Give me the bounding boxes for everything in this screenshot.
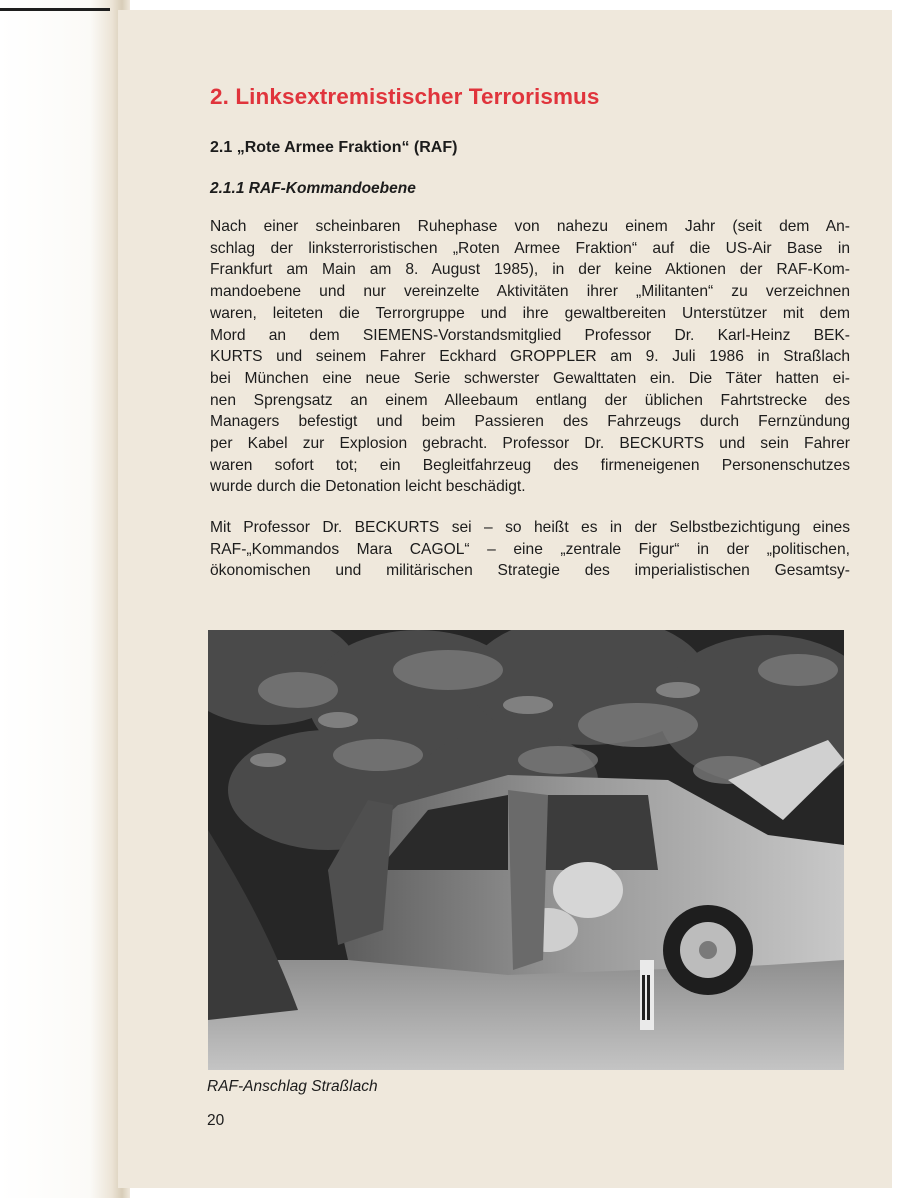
text-line: KURTS und seinem Fahrer Eckhard GROPPLER am 9. Juli 1986 in Straßlach (210, 348, 850, 366)
wrecked-car-photo (208, 630, 844, 1070)
section-title: 2.1 „Rote Armee Fraktion“ (RAF) (210, 139, 458, 156)
body-paragraph-2 (210, 517, 850, 582)
text-line: waren, leiteten die Terrorgruppe und ihre gewaltbereiten Unterstützer mit dem (210, 304, 850, 322)
scan-edge-line (0, 8, 110, 11)
text-line: Frankfurt am Main am 8. August 1985), in der keine Aktionen der RAF-Kom- (210, 261, 850, 279)
text-line: bei München eine neue Serie schwerster Gewalttaten ein. Die Täter hatten ei- (210, 369, 850, 387)
text-line: Managers befestigt und beim Passieren des Fahrzeugs durch Fernzündung (210, 413, 850, 431)
chapter-title: 2. Linksextremistischer Terrorismus (210, 84, 600, 109)
book-gutter (0, 0, 130, 1198)
text-line: schlag der linksterroristischen „Roten Armee Fraktion“ auf die US-Air Base in (210, 239, 850, 257)
body-paragraph-1 (210, 216, 850, 498)
text-line: ökonomischen und militärischen Strategie des imperialistischen Gesamtsy- (210, 562, 850, 580)
text-line: RAF-„Kommandos Mara CAGOL“ – eine „zentrale Figur“ in der „politischen, (210, 540, 850, 558)
text-line: per Kabel zur Explosion gebracht. Professor Dr. BECKURTS und sein Fahrer (210, 435, 850, 453)
text-line: mandoebene und nur vereinzelte Aktivitäten ihrer „Militanten“ zu verzeichnen (210, 283, 850, 301)
text-line: Nach einer scheinbaren Ruhephase von nahezu einem Jahr (seit dem An- (210, 218, 850, 235)
subsection-title: 2.1.1 RAF-Kommandoebene (210, 180, 416, 197)
text-line: waren sofort tot; ein Begleitfahrzeug des firmeneigenen Personenschutzes (210, 456, 850, 474)
text-line: wurde durch die Detonation leicht beschädigt. (210, 478, 526, 496)
page-number: 20 (207, 1112, 225, 1129)
text-line: Mit Professor Dr. BECKURTS sei – so heißt es in der Selbstbezichtigung eines (210, 519, 850, 536)
text-line: Mord an dem SIEMENS-Vorstandsmitglied Professor Dr. Karl-Heinz BEK- (210, 326, 850, 344)
text-line: nen Sprengsatz an einem Alleebaum entlang der üblichen Fahrtstrecke des (210, 391, 850, 409)
photo-caption: RAF-Anschlag Straßlach (207, 1078, 378, 1095)
